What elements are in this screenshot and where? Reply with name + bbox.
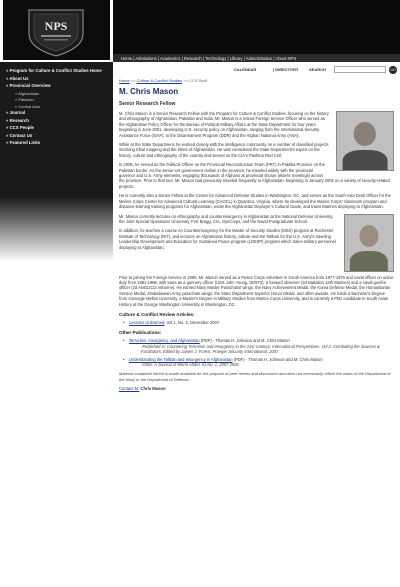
logo-text: NPS	[44, 19, 68, 33]
disclaimer: Material contained herein is made available for the purpose of peer review and discussion and does not necessarily reflect the views of the Department of the Navy or the Department of Defense.	[119, 371, 391, 382]
bio-paragraph-3: In 2005, he served as the Political Officer on the Provincial Reconstruction Team (PRT) in Paktika Province on the Pakistan border. As the senior US government civilian in the province, he traveled widely with the provincial governor and U.S. Army elements, engaging thousands of Afghans at provincial shuras (elders' meetings) across the province. Prior to that tour, Mr. Mason had previously traveled frequently to Afghanistan, beginning in January 2002 on a variety of security-related projects.	[119, 162, 390, 189]
sidebar-item-central-asia[interactable]: » Central Asia	[15, 103, 40, 109]
publication-detail: ◦ Published in: Countering Terrorism and Insurgency in the 21st Century: International Perspectives. Vol 2. Combating the Sources & Facilitators. Edited by James J. Forest. Praeger Security International, 2007.	[129, 344, 394, 355]
breadcrumb-home[interactable]: Home	[119, 78, 130, 83]
sidebar	[0, 0, 113, 587]
sidebar-item-home[interactable]: » Program for Culture & Conflict Studies Home	[6, 68, 102, 73]
publication-link[interactable]: Terrorism, Insurgency, and Afghanistan	[129, 338, 200, 344]
review-link[interactable]: Lessons Unlearned	[129, 319, 165, 325]
sidebar-item-featured-links[interactable]: » Featured Links	[6, 140, 41, 145]
sidebar-item-provincial-overview[interactable]: » Provincial Overview	[6, 83, 51, 88]
list-item	[129, 320, 394, 325]
sidebar-nav	[6, 68, 110, 148]
nps-seal-icon	[3, 0, 110, 60]
bio-paragraph-6: In addition, he teaches a course on Counterinsurgency for the Master of Security Studies (MSS) program at Rochester Institute of Technology (RIT), and lectures on Afghanistan history, culture and the Taliban for the U.S. Army's traveling Leadership Development and Education for Sustained Peace program (LDESP) program which trains military personnel deploying to Afghanistan.	[119, 228, 336, 250]
header-banner	[113, 0, 400, 54]
contact-line	[119, 386, 394, 391]
contact-name: Chris Mason	[139, 385, 166, 391]
job-title: Senior Research Fellow	[119, 101, 176, 107]
sidebar-item-afghanistan[interactable]: » Afghanistan	[15, 90, 40, 96]
breadcrumb-separator: >>	[129, 78, 137, 83]
publication-detail: ◦ Orbis: A Journal of World Affairs 51 No. 1, 2007 2006	[129, 362, 394, 367]
breadcrumb	[119, 78, 394, 83]
portrait-photo-2	[344, 214, 394, 272]
list-item	[129, 338, 394, 354]
search-input[interactable]	[334, 66, 386, 73]
portrait-photo-1	[336, 111, 394, 171]
bio-paragraph-2: While at the State Department, he worked closely with the intelligence community on a number of classified projects involving tribal mapping and the tribes of Afghanistan. He was considered the State Department's expert on the history, culture and ethnography of the country and served on the CIA's Pashtun Red Cell.	[119, 142, 329, 158]
publications-list	[119, 338, 394, 367]
publication-link[interactable]: Understanding the Taliban and Insurgency in Afghanistan	[129, 356, 233, 362]
sidebar-item-ccs-people[interactable]: » CCS People	[6, 125, 34, 130]
sidebar-item-pakistan[interactable]: » Pakistan	[15, 97, 34, 102]
breadcrumb-ccs[interactable]: Culture & Conflict Studies	[136, 78, 183, 83]
top-navigation	[113, 54, 400, 62]
sidebar-item-contact[interactable]: » Contact Us	[6, 132, 33, 138]
search-go-button[interactable]: GO	[390, 67, 396, 72]
sidebar-item-about[interactable]: » About Us	[6, 75, 29, 81]
bio-paragraph-7: Prior to joining the Foreign Service in 1990, Mr. Mason served as a Peace Corps volunteer in South America from 1977-1979 and naval officer on active duty from 1981-1986, with tours as a gunnery officer (USS John Young, DD973), a forward observer (2d Battalion 12th Marines) and a naval gunfire officer (2d ANGLICO Airborne). He earned Navy Master Parachutist wings, the Navy Achievement Medal, the Korea Defense Medal, the Humanitarian Service Medal, Zimbabwean Army parachute wings, the State Department Superior Honor Medal, and other awards. He holds a Bachelor's Degree from Carnegie Mellon University, a Master's Degree in Military Studies from Marine Corps University, and is currently a PhD candidate in South Asian History at the George Washington University in Washington, DC.	[119, 274, 394, 307]
bio-paragraph-5: Mr. Mason currently lectures on ethnography and counterinsurgency in Afghanistan at the National Defense University, the Joint Special Operations University, Fort Bragg, CIA, DynCorps, and the Naval Postgraduate School.	[119, 213, 334, 224]
publication-authors: (PDF) - Thomas H. Johnson and M. Chris Mason	[232, 356, 323, 362]
page-title: M. Chris Mason	[119, 87, 179, 96]
contact-link[interactable]: Contact M.	[119, 385, 140, 391]
sidebar-item-research[interactable]: » Research	[6, 117, 29, 123]
utility-bar	[113, 64, 400, 76]
sidebar-item-journal[interactable]: » Journal	[6, 110, 26, 115]
search-label: SEARCH	[309, 67, 326, 72]
list-item	[129, 357, 394, 368]
bio-paragraph-1: M. Chris Mason is a Senior Research Fellow with the Program for Culture & Conflict Studies, focusing on the history and ethnography of Afghanistan, Pakistan and India. Mr. Mason is a retired Foreign Service Officer who served as the Afghanistan Policy Officer for the Bureau of Political Military Affairs at the State Department for four years beginning in June 2001, developing U.S. security policy on Afghanistan, ranging from the International Security Assistance Force (ISAF), to the Disarmament Program (DDR) and the Afghan National Army (ANA).	[119, 111, 329, 138]
breadcrumb-current: >> CCS Staff	[182, 78, 207, 83]
review-citation: , Vol.1, No. 2, December 2007.	[164, 319, 221, 325]
bio-paragraph-4: He is currently also a Senior Fellow at the Center for Advanced Defense Studies in Washington, DC, and serves as the South Asia Desk Officer for the Marine Corps Center for Advanced Cultural Learning (CAOCL) in Quantico, Virginia, where he developed the Marine Corps' classroom program and distance-learning training programs for Afghanistan, wrote the Afghanistan Deployer's Cultural Guide, and trains Marines deploying to Afghanistan.	[119, 193, 391, 210]
review-list	[119, 320, 394, 325]
directory-link[interactable]: | DIRECTORY	[273, 67, 299, 72]
publications-heading: Other Publications:	[119, 330, 162, 336]
publication-authors: (PDF) - Thomas H. Johnson and M. Chris Mason	[199, 338, 290, 344]
main-content	[119, 78, 394, 391]
calendar-link[interactable]: CALENDAR	[234, 67, 257, 72]
nps-logo[interactable]	[3, 0, 110, 60]
review-heading: Culture & Conflict Review Articles:	[119, 311, 195, 317]
top-nav-links[interactable]: Home | Admissions | Academics | Research | Technology | Library | Administration | About NPS	[121, 55, 297, 61]
